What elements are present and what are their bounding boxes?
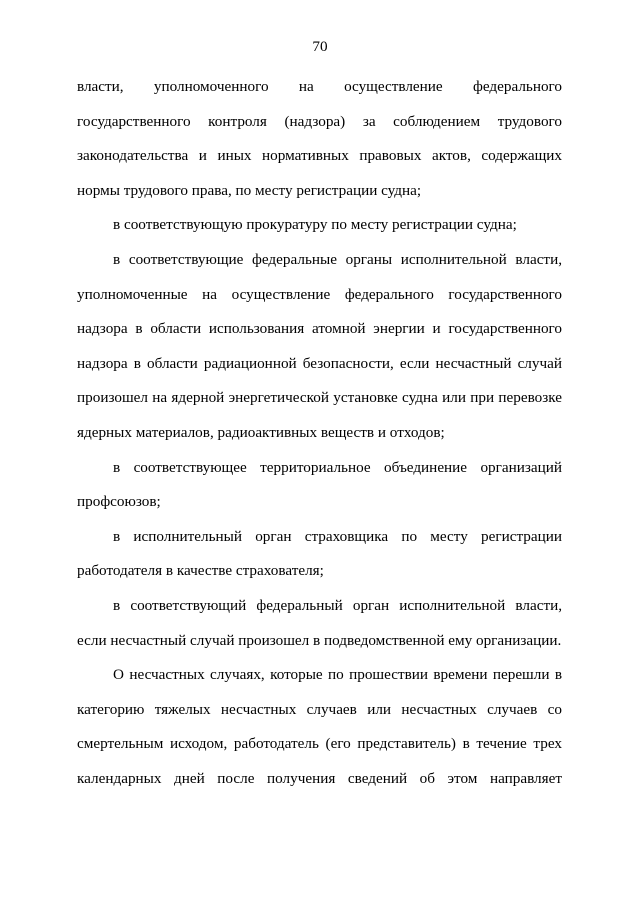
paragraph-prosecutor: в соответствующую прокуратуру по месту регистрации судна; xyxy=(113,216,517,234)
paragraph-severe-cases: О несчастных случаях, которые по прошествии времени перешли в категорию тяжелых несчастных случаев или несчастных случаев со смертельным исходом, работодатель (его представитель) в течение трех календарных дней после получения сведений об этом направляет xyxy=(77,666,562,787)
paragraph-continuation: власти, уполномоченного на осуществление федерального государственного контроля (надзора) за соблюдением трудового законодательства и иных нормативных правовых актов, содержащих нормы трудового права, по месту регистрации судна; xyxy=(77,78,562,199)
page-number: 70 xyxy=(312,38,328,55)
document-body xyxy=(77,70,562,796)
paragraph-trade-union: в соответствующее территориальное объединение организаций профсоюзов; xyxy=(77,458,562,511)
paragraph-insurer: в исполнительный орган страховщика по месту регистрации работодателя в качестве страхователя; xyxy=(77,527,562,580)
paragraph-nuclear-supervision: в соответствующие федеральные органы исполнительной власти, уполномоченные на осуществление федерального государственного надзора в области использования атомной энергии и государственного надзора в области радиационной безопасности, если несчастный случай произошел на ядерной энергетической установке судна или при перевозке ядерных материалов, радиоактивных веществ и отходов; xyxy=(77,250,562,441)
paragraph-federal-body: в соответствующий федеральный орган исполнительной власти, если несчастный случай произошел в подведомственной ему организации. xyxy=(77,596,562,649)
